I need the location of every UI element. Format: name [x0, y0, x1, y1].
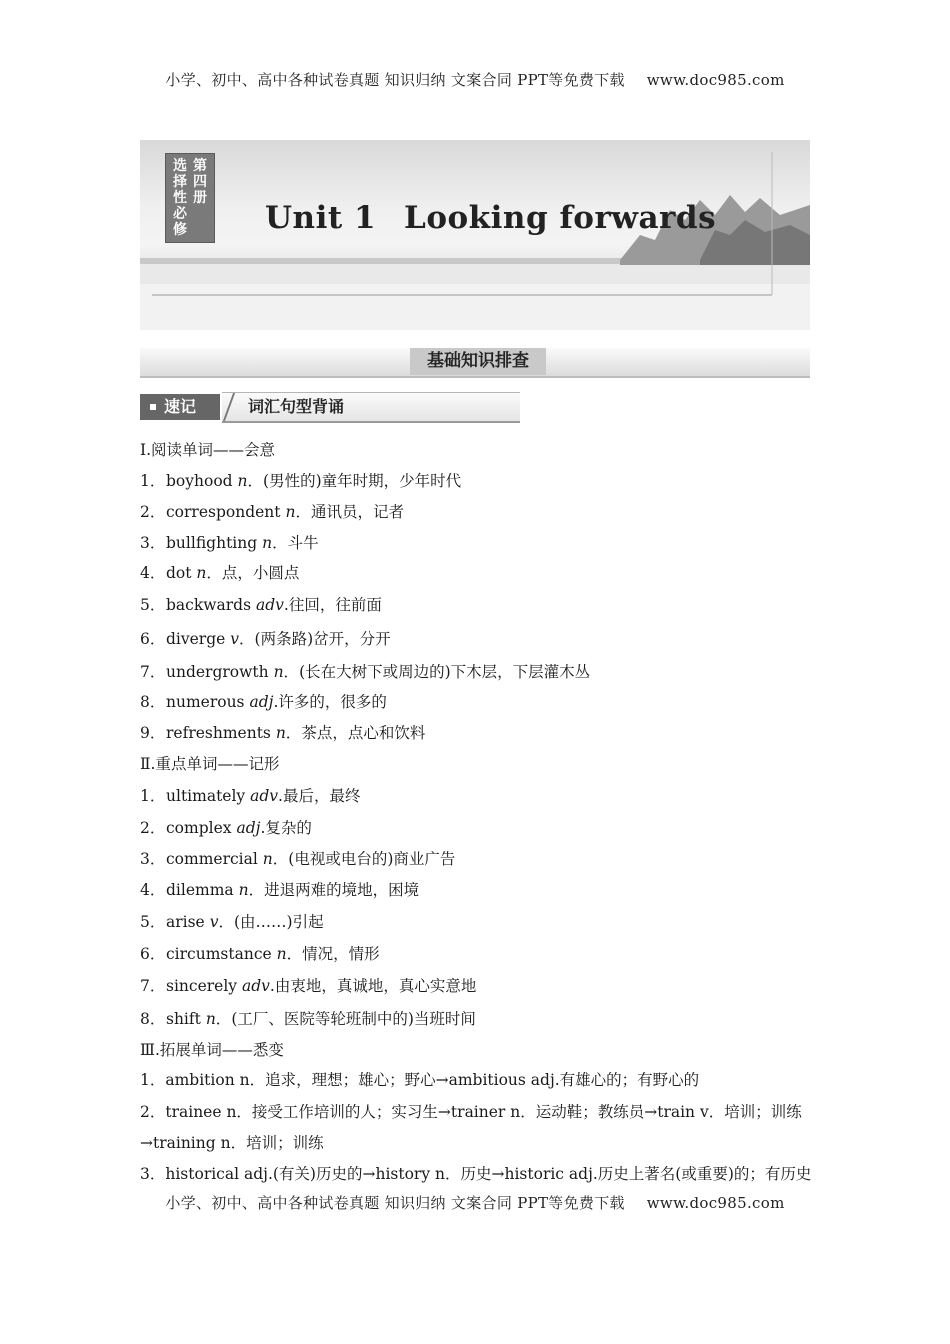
section-heading-text: Ⅱ.重点单词——记形 [140, 755, 280, 773]
footer-url[interactable]: www.doc985.com [646, 1194, 785, 1212]
part-of-speech: adv [250, 787, 279, 805]
vocab-item [140, 1007, 820, 1029]
vocab-item [140, 531, 820, 553]
vocab-meaning: 通讯员，记者 [310, 503, 404, 521]
separator: . [269, 977, 275, 995]
part-of-speech: n [237, 472, 248, 490]
volume-badge [165, 153, 215, 243]
vocab-word: shift [166, 1010, 201, 1028]
separator: ． [272, 850, 289, 868]
item-number: 7． [140, 977, 166, 995]
vocab-meaning: 情况，情形 [302, 945, 380, 963]
vocab-item [140, 942, 820, 964]
vocab-meaning: 进退两难的境地，困境 [264, 881, 420, 899]
vocab-item [140, 690, 820, 712]
part-of-speech: n [273, 663, 284, 681]
separator: ． [218, 913, 234, 931]
vocab-item [140, 1100, 820, 1122]
vocab-meaning: (工厂、医院等轮班制中的)当班时间 [231, 1010, 476, 1028]
vocab-word: undergrowth [166, 663, 269, 681]
item-number: 1． [140, 472, 166, 490]
vocab-meaning: 最后，最终 [282, 787, 361, 805]
vocab-meaning: 许多的，很多的 [278, 693, 387, 711]
section-title: 基础知识排查 [410, 348, 546, 375]
part-of-speech: n [275, 724, 286, 742]
section-heading [140, 438, 820, 460]
volume-label-right: 第四册 [193, 158, 207, 206]
part-of-speech: n [205, 1010, 216, 1028]
vocab-item [140, 1162, 820, 1184]
part-of-speech: adv [241, 977, 270, 995]
vocab-word: ultimately [166, 787, 246, 805]
vocab-item [140, 847, 820, 869]
item-number: 8． [140, 1010, 166, 1028]
item-number: 5． [140, 596, 166, 614]
unit-label: Unit 1 [265, 200, 377, 236]
separator: ． [239, 630, 255, 648]
separator: ． [285, 724, 302, 742]
vocab-word: complex [166, 819, 232, 837]
separator: ． [206, 564, 222, 582]
vocab-item [140, 816, 820, 838]
vocab-word: numerous [166, 693, 245, 711]
vocab-word: dot [166, 564, 192, 582]
vocab-word: sincerely [166, 977, 238, 995]
tag-speed-memo [140, 394, 220, 420]
vocab-item [140, 784, 820, 806]
tag-speed-memo-label: 速记 [164, 397, 197, 416]
separator: ． [215, 1010, 232, 1028]
vocab-line: 1．ambition n．追求，理想；雄心；野心→ambitious adj.有雄心的；有野心的 [140, 1071, 700, 1089]
vocab-word: commercial [166, 850, 258, 868]
separator: ． [283, 663, 300, 681]
item-number: 6． [140, 630, 166, 648]
vocab-item [140, 469, 820, 491]
vocab-meaning: (长在大树下或周边的)下木层，下层灌木丛 [299, 663, 591, 681]
vocab-meaning: (电视或电台的)商业广告 [288, 850, 456, 868]
vocab-meaning: 往回，往前面 [288, 596, 382, 614]
vocab-meaning: (由……)引起 [233, 913, 324, 931]
item-number: 1． [140, 787, 166, 805]
vocab-word: correspondent [166, 503, 281, 521]
unit-title [265, 200, 716, 236]
vocab-item [140, 500, 820, 522]
section-heading [140, 1038, 820, 1060]
vocab-word: diverge [166, 630, 226, 648]
part-of-speech: n [196, 564, 207, 582]
section-heading [140, 752, 820, 774]
unit-name: Looking forwards [404, 200, 717, 236]
page-footer [0, 1192, 950, 1213]
item-number: 7． [140, 663, 166, 681]
slash-divider-icon [223, 393, 245, 421]
vocab-item [140, 660, 820, 682]
vocab-item [140, 593, 820, 615]
part-of-speech: n [285, 503, 296, 521]
vocab-word: arise [166, 913, 205, 931]
separator: . [273, 693, 279, 711]
vocab-meaning: 复杂的 [265, 819, 312, 837]
vocab-item [140, 561, 820, 583]
vocab-item [140, 1131, 820, 1153]
item-number: 9． [140, 724, 166, 742]
part-of-speech: adv [255, 596, 284, 614]
square-bullet-icon [150, 404, 156, 410]
vocab-item [140, 721, 820, 743]
section-heading-text: Ⅲ.拓展单词——悉变 [140, 1041, 284, 1059]
item-number: 3． [140, 850, 166, 868]
footer-text: 小学、初中、高中各种试卷真题 知识归纳 文案合同 PPT等免费下载 [165, 1194, 625, 1212]
separator: . [260, 819, 266, 837]
vocab-word: bullfighting [166, 534, 258, 552]
separator: ． [248, 881, 265, 899]
page-header [0, 69, 950, 90]
vocab-meaning: (男性的)童年时期，少年时代 [263, 472, 462, 490]
vocab-meaning: 点，小圆点 [221, 564, 300, 582]
vocab-item [140, 1068, 820, 1090]
vocab-word: dilemma [166, 881, 234, 899]
vocab-word: boyhood [166, 472, 233, 490]
vocab-line: →training n．培训；训练 [140, 1134, 324, 1152]
vocab-item [140, 627, 820, 649]
vocab-line: 2．trainee n．接受工作培训的人；实习生→trainer n．运动鞋；教练员→train v．培训；训练 [140, 1103, 802, 1121]
part-of-speech: adj [249, 693, 274, 711]
item-number: 5． [140, 913, 166, 931]
vocab-word: backwards [166, 596, 252, 614]
vocab-meaning: (两条路)岔开，分开 [254, 630, 391, 648]
volume-label-left: 选择性必修 [173, 158, 187, 238]
item-number: 4． [140, 881, 166, 899]
part-of-speech: adj [236, 819, 261, 837]
tag-vocab-recite-label: 词汇句型背诵 [248, 397, 345, 416]
part-of-speech: v [230, 630, 240, 648]
vocab-item [140, 974, 820, 996]
separator: ． [295, 503, 311, 521]
part-of-speech: n [238, 881, 249, 899]
vocab-meaning: 斗牛 [287, 534, 319, 552]
vocab-meaning: 茶点，点心和饮料 [301, 724, 426, 742]
header-url[interactable]: www.doc985.com [646, 71, 785, 89]
vocab-item [140, 878, 820, 900]
item-number: 8． [140, 693, 166, 711]
part-of-speech: n [276, 945, 287, 963]
item-number: 4． [140, 564, 166, 582]
separator: . [278, 787, 283, 805]
vocab-item [140, 910, 820, 932]
part-of-speech: v [209, 913, 219, 931]
part-of-speech: n [262, 534, 273, 552]
vocab-word: refreshments [166, 724, 271, 742]
separator: ． [272, 534, 288, 552]
vocab-word: circumstance [166, 945, 272, 963]
item-number: 2． [140, 819, 166, 837]
item-number: 2． [140, 503, 166, 521]
separator: ． [247, 472, 264, 490]
part-of-speech: n [262, 850, 273, 868]
vocab-line: 3．historical adj.(有关)历史的→history n．历史→historic adj.历史上著名(或重要)的；有历史 [140, 1165, 812, 1183]
separator: ． [286, 945, 303, 963]
separator: . [283, 596, 289, 614]
header-text: 小学、初中、高中各种试卷真题 知识归纳 文案合同 PPT等免费下载 [165, 71, 625, 89]
section-heading-text: Ⅰ.阅读单词——会意 [140, 441, 276, 459]
item-number: 6． [140, 945, 166, 963]
tag-vocab-recite [222, 392, 520, 423]
vocab-meaning: 由衷地，真诚地，真心实意地 [274, 977, 477, 995]
item-number: 3． [140, 534, 166, 552]
